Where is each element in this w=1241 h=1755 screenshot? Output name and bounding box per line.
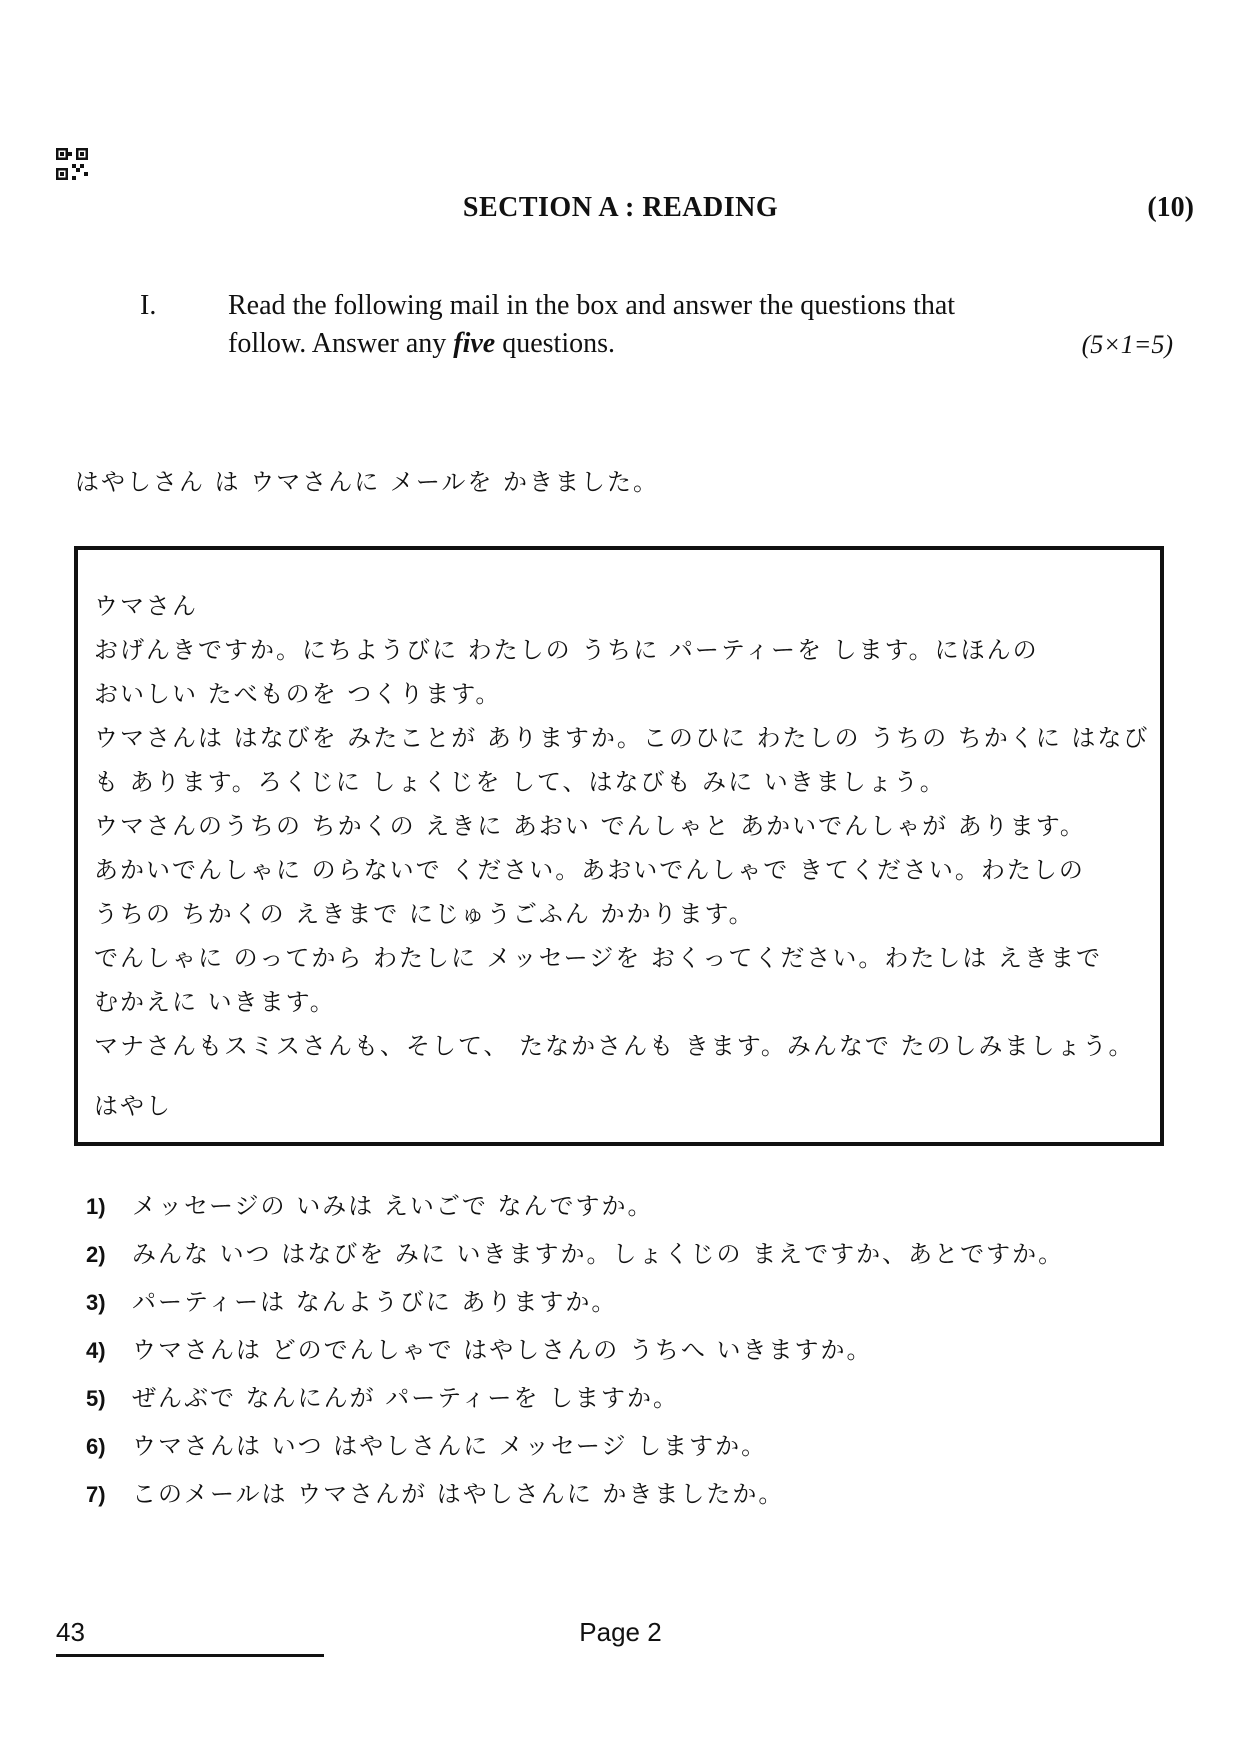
mail-line: おいしい たべものを つくります。 (94, 680, 502, 708)
question-item-text: みんな いつ はなびを みに いきますか。しょくじの まえですか、あとですか。 (132, 1240, 1065, 1268)
mail-line: おげんきですか。にちようびに わたしの うちに パーティーを します。にほんの (94, 636, 1039, 664)
question-number: I. (140, 290, 157, 321)
question-item-number: 7) (86, 1482, 106, 1507)
question-item-number: 2) (86, 1242, 106, 1267)
instruction-prefix: follow. Answer any (228, 328, 454, 359)
question-marks: (5×1=5) (1081, 330, 1173, 359)
question-item-text: メッセージの いみは えいごで なんですか。 (132, 1192, 654, 1220)
question-item (86, 1234, 1064, 1269)
question-item-number: 3) (86, 1290, 106, 1315)
mail-line: ウマさんのうちの ちかくの えきに あおい でんしゃと あかいでんしゃが あります。 (94, 812, 1086, 840)
question-item-number: 1) (86, 1194, 106, 1219)
mail-line: むかえに いきます。 (94, 988, 336, 1016)
mail-signature: はやし (94, 1092, 172, 1120)
question-item-number: 5) (86, 1386, 106, 1411)
question-item (86, 1474, 784, 1509)
mail-line: でんしゃに のってから わたしに メッセージを おくってください。わたしは えきまで (94, 944, 1102, 972)
instruction-line-2 (228, 328, 615, 360)
footer-underline (56, 1654, 324, 1657)
footer-code: 43 (56, 1617, 85, 1647)
question-item-text: このメールは ウマさんが はやしさんに かきましたか。 (132, 1480, 785, 1508)
question-item-number: 6) (86, 1434, 106, 1459)
qr-code-icon (56, 148, 88, 180)
section-title: SECTION A : READING (462, 192, 779, 223)
question-item (86, 1282, 617, 1317)
question-item-text: パーティーは なんようびに ありますか。 (132, 1288, 618, 1316)
question-item-text: ぜんぶで なんにんが パーティーを しますか。 (132, 1384, 679, 1412)
instruction-line-1: Read the following mail in the box and answer the questions that (228, 290, 956, 321)
mail-line: ウマさんは はなびを みたことが ありますか。このひに わたしの うちの ちかくに はなび (94, 724, 1150, 752)
mail-greeting: ウマさん (94, 592, 198, 620)
question-item-text: ウマさんは いつ はやしさんに メッセージ しますか。 (132, 1432, 768, 1460)
question-item (86, 1378, 679, 1413)
instruction-emphasis: five (453, 328, 496, 359)
mail-line: うちの ちかくの えきまで にじゅうごふん かかります。 (94, 900, 755, 928)
mail-line: あかいでんしゃに のらないで ください。あおいでんしゃで きてください。わたしの (94, 856, 1085, 884)
question-item-number: 4) (86, 1338, 106, 1363)
question-item (86, 1426, 767, 1461)
section-marks: (10) (1147, 192, 1194, 223)
mail-intro: はやしさん は ウマさんに メールを かきました。 (75, 468, 660, 496)
instruction-suffix: questions. (495, 328, 616, 359)
page-number: Page 2 (579, 1617, 662, 1647)
question-item-text: ウマさんは どのでんしゃで はやしさんの うちへ いきますか。 (132, 1336, 873, 1364)
mail-line: も あります。ろくじに しょくじを して、はなびも みに いきましょう。 (94, 768, 946, 796)
question-item (86, 1330, 873, 1365)
mail-box (74, 546, 1164, 1146)
mail-line: マナさんもスミスさんも、そして、 たなかさんも きます。みんなで たのしみましょう。 (94, 1032, 1135, 1060)
question-item (86, 1186, 653, 1221)
